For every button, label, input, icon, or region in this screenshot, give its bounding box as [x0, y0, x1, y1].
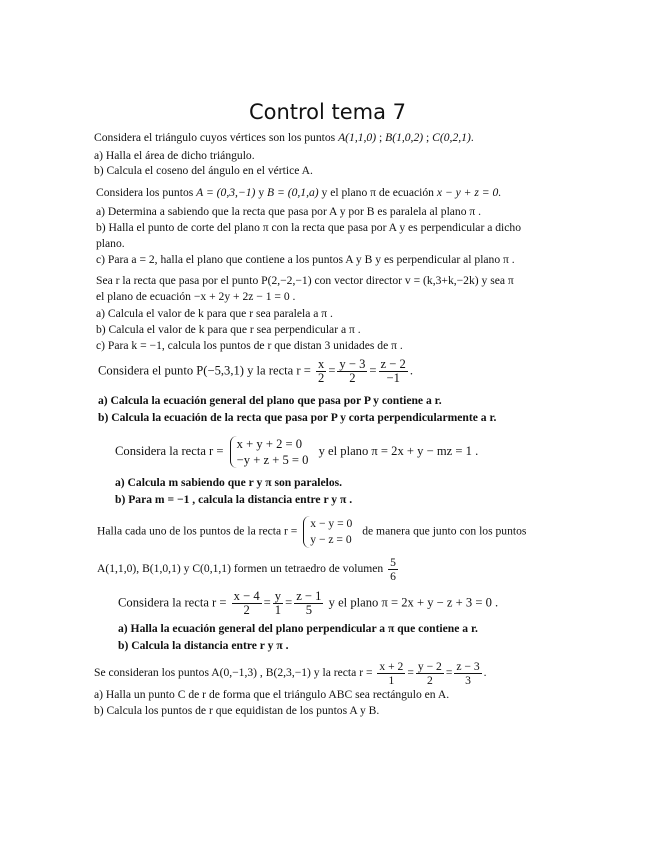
den: 2 — [426, 674, 433, 687]
p2-intro: Considera los puntos — [96, 186, 194, 199]
problem-3-part-b: b) Calcula el valor de k para que r sea perpendicular a π . — [96, 323, 361, 336]
problem-6-statement — [97, 516, 526, 548]
den: 1 — [388, 674, 395, 687]
problem-7-part-b: b) Calcula la distancia entre r y π . — [118, 639, 289, 652]
num: 5 — [390, 556, 396, 569]
p2-mid: y el plano π de ecuación — [321, 186, 434, 199]
sep: ; — [423, 131, 433, 144]
p6-intro: Halla cada uno de los puntos de la recta r = — [97, 524, 298, 538]
p7-intro: Considera la recta r = — [118, 595, 227, 610]
problem-1-part-b: b) Calcula el coseno del ángulo en el vértice A. — [94, 164, 313, 177]
fraction — [454, 660, 481, 687]
problem-6-statement-cont — [97, 556, 400, 583]
eq-2: y − z = 0 — [310, 533, 352, 546]
problem-2-part-b-cont: plano. — [96, 237, 125, 250]
end: . — [409, 363, 413, 378]
plane-equation: x − y + z = 0. — [436, 186, 502, 199]
num: x — [318, 357, 325, 371]
problem-5-statement — [115, 436, 478, 468]
problem-8-part-b: b) Calcula los puntos de r que equidistan de los puntos A y B. — [94, 704, 380, 717]
p1-intro: Considera el triángulo cuyos vértices son los puntos — [94, 131, 336, 144]
fraction — [379, 358, 408, 385]
num: z − 2 — [380, 357, 406, 371]
fraction — [273, 590, 283, 617]
num: z − 1 — [296, 589, 322, 603]
problem-2-statement — [96, 186, 501, 200]
point-b: B(1,0,2) — [385, 131, 424, 144]
p7-tail: y el plano π = 2x + y − z + 3 = 0 . — [328, 595, 499, 610]
problem-2-part-b: b) Halla el punto de corte del plano π con la recta que pasa por A y es perpendicular a dicho — [96, 221, 521, 234]
eq: = — [445, 666, 453, 680]
p5-intro: Considera la recta r = — [115, 443, 224, 458]
num: x − 4 — [233, 589, 260, 603]
p4-intro: Considera el punto P(−5,3,1) y la recta r = — [98, 363, 311, 378]
point-a: A(1,1,0) — [338, 131, 377, 144]
problem-3-part-c: c) Para k = −1, calcula los puntos de r que distan 3 unidades de π . — [96, 339, 403, 352]
den: 2 — [349, 371, 356, 385]
fraction — [388, 556, 398, 583]
sep: ; — [376, 131, 386, 144]
den: −1 — [386, 371, 400, 385]
end: . — [483, 666, 487, 680]
eq-1: x − y = 0 — [310, 517, 353, 530]
eq: = — [407, 666, 414, 680]
fraction — [294, 590, 323, 617]
num: x + 2 — [379, 660, 404, 673]
problem-2-part-a: a) Determina a sabiendo que la recta que pasa por A y por B es paralela al plano π . — [96, 205, 482, 218]
problem-5-part-a: a) Calcula m sabiendo que r y π son paralelos. — [115, 476, 343, 489]
fraction — [316, 358, 326, 385]
fraction — [232, 590, 262, 617]
num: y − 2 — [417, 660, 442, 673]
problem-8-part-a: a) Halla un punto C de r de forma que el triángulo ABC sea rectángulo en A. — [94, 688, 450, 701]
point-a: A = (0,3,−1) — [196, 186, 256, 199]
problem-3-part-a: a) Calcula el valor de k para que r sea paralela a π . — [96, 307, 333, 320]
p5-tail: y el plano π = 2x + y − mz = 1 . — [318, 443, 479, 458]
problem-3-statement: Sea r la recta que pasa por el punto P(2,−2,−1) con vector director v = (k,3+k,−2k) y sea π — [96, 274, 514, 287]
point-b: B = (0,1,a) — [267, 186, 319, 199]
p6-line2: A(1,1,0), B(1,0,1) y C(0,1,1) formen un tetraedro de volumen — [97, 562, 384, 576]
end: . — [470, 131, 474, 144]
den: 6 — [390, 570, 396, 583]
problem-5-part-b: b) Para m = −1 , calcula la distancia entre r y π . — [115, 493, 353, 506]
equation-system — [303, 516, 356, 548]
problem-3-statement-cont: el plano de ecuación −x + 2y + 2z − 1 = 0 . — [96, 290, 296, 303]
problem-1-statement — [94, 131, 474, 145]
num: z − 3 — [456, 660, 480, 673]
fraction — [416, 660, 444, 687]
page-title: Control tema 7 — [248, 100, 407, 124]
problem-4-part-b: b) Calcula la ecuación de la recta que pasa por P y corta perpendicularmente a r. — [98, 411, 497, 424]
equation-system — [230, 436, 313, 468]
problem-8-statement — [94, 660, 487, 687]
conj: y — [258, 186, 265, 199]
p8-intro: Se consideran los puntos A(0,−1,3) , B(2,3,−1) y la recta r = — [94, 666, 373, 680]
num: y − 3 — [339, 357, 366, 371]
eq: = — [285, 595, 293, 610]
problem-1-part-a: a) Halla el área de dicho triángulo. — [94, 149, 255, 162]
eq: = — [369, 363, 377, 378]
eq-1: x + y + 2 = 0 — [236, 437, 303, 451]
problem-2-part-c: c) Para a = 2, halla el plano que contiene a los puntos A y B y es perpendicular al plano π . — [96, 253, 515, 266]
num: y — [274, 589, 282, 603]
den: 5 — [305, 603, 312, 617]
problem-7-part-a: a) Halla la ecuación general del plano perpendicular a π que contiene a r. — [118, 622, 478, 635]
problem-4-statement — [98, 358, 413, 385]
den: 3 — [465, 674, 471, 687]
eq-2: −y + z + 5 = 0 — [236, 453, 309, 467]
problem-4-part-a: a) Calcula la ecuación general del plano que pasa por P y contiene a r. — [98, 394, 442, 407]
fraction — [377, 660, 405, 687]
problem-7-statement — [118, 590, 498, 617]
den: 2 — [318, 371, 325, 385]
den: 1 — [274, 603, 282, 617]
eq: = — [328, 363, 336, 378]
den: 2 — [243, 603, 250, 617]
fraction — [337, 358, 367, 385]
point-c: C(0,2,1) — [432, 131, 471, 144]
p6-tail: de manera que junto con los puntos — [362, 524, 527, 538]
eq: = — [263, 595, 271, 610]
